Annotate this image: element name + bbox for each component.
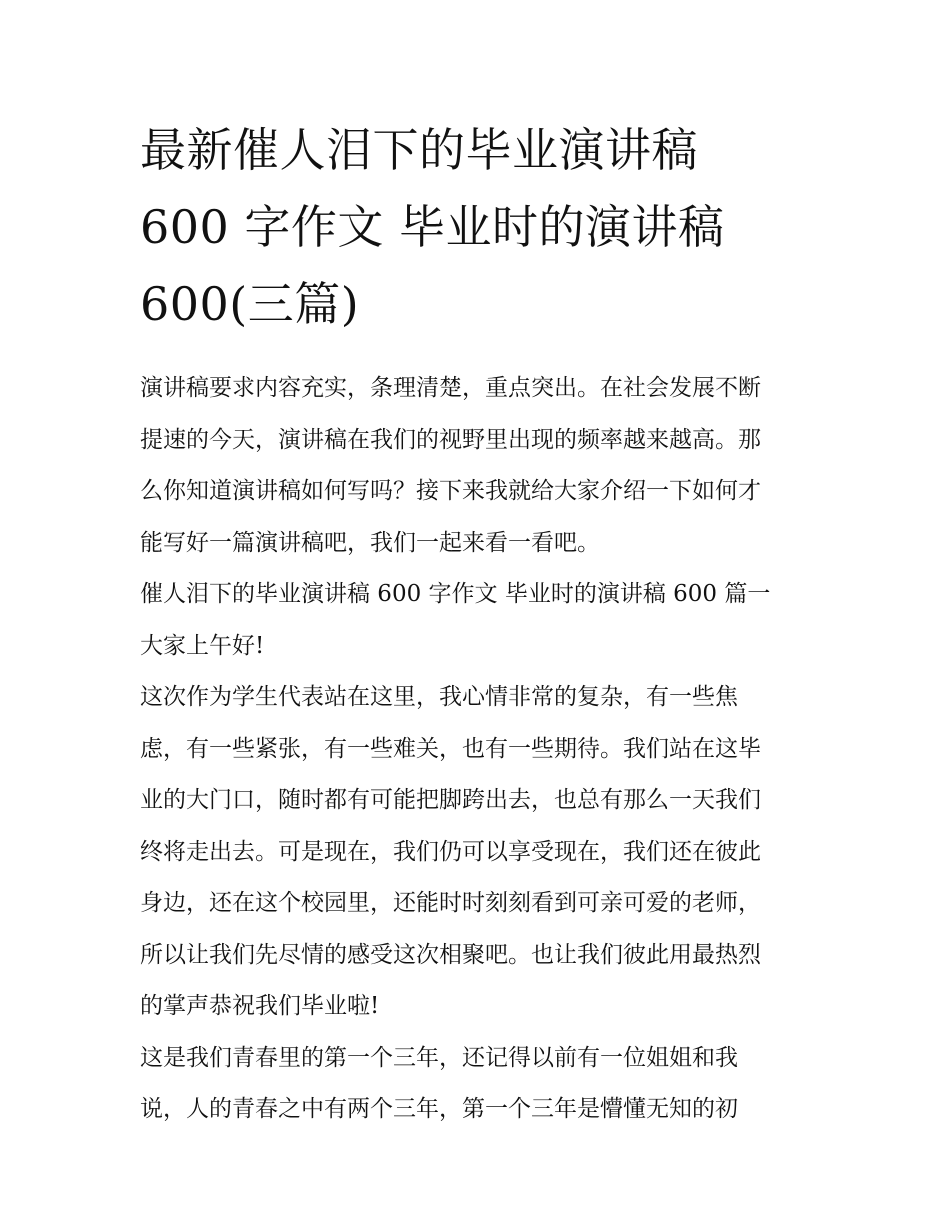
text-line: 终将走出去。可是现在，我们仍可以享受现在，我们还在彼此 <box>140 838 761 865</box>
document-body <box>140 363 812 1136</box>
text-line: 么你知道演讲稿如何写吗？接下来我就给大家介绍一下如何才 <box>140 478 761 504</box>
title-line-1: 最新催人泪下的毕业演讲稿 <box>140 123 698 177</box>
speech-paragraph <box>140 1033 812 1136</box>
text-line: 这次作为学生代表站在这里，我心情非常的复杂，有一些焦 <box>140 684 738 710</box>
text-line: 这是我们青春里的第一个三年，还记得以前有一位姐姐和我 <box>140 1044 738 1071</box>
text-line: 提速的今天，演讲稿在我们的视野里出现的频率越来越高。那 <box>140 426 761 453</box>
document-title <box>140 112 812 343</box>
text-line: 说，人的青春之中有两个三年，第一个三年是懵懂无知的初 <box>140 1096 738 1122</box>
document-page <box>140 112 812 1136</box>
text-line: 身边，还在这个校园里，还能时时刻刻看到可亲可爱的老师， <box>140 890 761 916</box>
title-line-3: 600(三篇) <box>140 277 360 331</box>
text-line: 的掌声恭祝我们毕业啦! <box>140 993 380 1019</box>
text-line: 大家上午好! <box>140 632 265 659</box>
text-line: 业的大门口，随时都有可能把脚跨出去，也总有那么一天我们 <box>140 787 761 813</box>
title-line-2: 600 字作文 毕业时的演讲稿 <box>140 200 725 254</box>
greeting-paragraph <box>140 621 812 673</box>
text-line: 演讲稿要求内容充实，条理清楚，重点突出。在社会发展不断 <box>140 375 761 401</box>
text-line: 所以让我们先尽情的感受这次相聚吧。也让我们彼此用最热烈 <box>140 941 761 968</box>
speech-paragraph <box>140 672 812 1033</box>
text-line: 催人泪下的毕业演讲稿 600 字作文 毕业时的演讲稿 600 篇一 <box>140 581 771 607</box>
section-heading-paragraph <box>140 569 812 621</box>
text-line: 能写好一篇演讲稿吧，我们一起来看一看吧。 <box>140 529 600 556</box>
intro-paragraph <box>140 363 812 569</box>
text-line: 虑，有一些紧张，有一些难关，也有一些期待。我们站在这毕 <box>140 735 761 762</box>
